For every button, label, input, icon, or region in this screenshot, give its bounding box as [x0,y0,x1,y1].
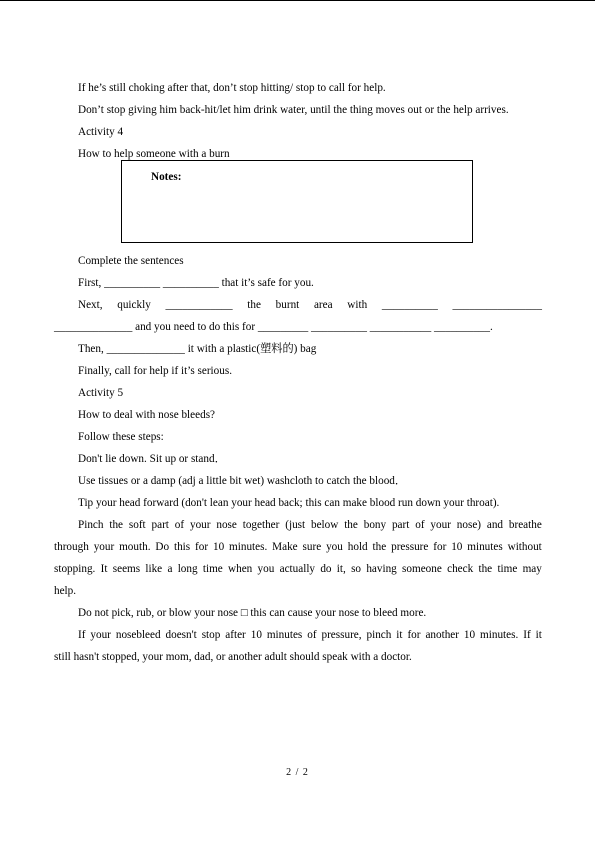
word: part [151,519,169,531]
word: If [523,629,531,641]
word: burnt [275,299,300,311]
text-line-choking: If he’s still choking after that, don’t stop hitting/ stop to call for help. [78,82,386,94]
word: mouth. [119,541,151,553]
word: having [366,563,397,575]
paragraph-pinch-line-1 [78,518,542,532]
word: minutes. [480,629,519,641]
word: If [78,629,86,641]
word: with [347,299,368,311]
paragraph-pinch-line-4: help. [54,585,77,597]
activity-4-heading: Activity 4 [78,126,124,138]
word: part [391,519,410,531]
word: the [478,563,493,575]
word: the [344,519,358,531]
word: for [407,629,421,641]
word: nosebleed [115,629,161,641]
word: minutes [266,629,303,641]
word: this [173,541,191,553]
paragraph-do-not-pick: Do not pick, rub, or blow your nose □ this can cause your nose to bleed more. [78,607,427,619]
word: so [351,563,362,575]
word: your [189,519,211,531]
word: quickly [117,299,151,311]
word: like [145,563,163,575]
word: of [307,629,317,641]
word: pressure [391,541,429,553]
word: check [447,563,474,575]
word: Make [272,541,298,553]
word: the [247,299,261,311]
word: after [225,629,246,641]
word: actually [279,563,316,575]
word: it, [336,563,346,575]
word: the [109,519,124,531]
step-sit-up: Don't lie down. Sit up or stand． [78,453,226,465]
word: may [522,563,542,575]
word: another [425,629,459,641]
word: 10 [463,629,476,641]
word: nose) [456,519,482,531]
nose-heading: How to deal with nose bleeds? [78,409,216,421]
word: soft [128,519,146,531]
word: doesn't [165,629,197,641]
word: together [242,519,280,531]
burn-heading: How to help someone with a burn [78,148,230,160]
word: it [535,629,542,641]
word: it [396,629,403,641]
text-line-back-hit: Don’t stop giving him back-hit/let him drink water, until the thing moves out or the help arrives. [78,104,509,116]
sentence-next-continued: ______________ and you need to do this for _________ __________ ___________ __________. [54,321,493,333]
sentence-finally: Finally, call for help if it’s serious. [78,365,233,377]
word: area [313,299,333,311]
word: Pinch [78,519,104,531]
notes-label: Notes: [151,171,182,183]
word: for [195,541,209,553]
sentence-then: Then, ______________ it with a plastic(塑料的) bag [78,343,317,355]
word: below [310,519,339,531]
word: 10 [250,629,262,641]
word: through [54,541,89,553]
word: It [100,563,108,575]
word: long [177,563,198,575]
word: time [497,563,518,575]
word: of [415,519,425,531]
sentence-next [78,298,542,312]
complete-sentences-heading: Complete the sentences [78,255,184,267]
paragraph-pinch-line-2 [54,540,542,554]
word: your [90,629,111,641]
word: pressure, [321,629,362,641]
word: hold [347,541,368,553]
word: do [320,563,332,575]
activity-5-heading: Activity 5 [78,387,124,399]
page-number: 2 / 2 [286,767,309,778]
word: someone [402,563,442,575]
word: the [372,541,387,553]
word: bony [363,519,387,531]
word: seems [112,563,141,575]
word: your [93,541,115,553]
word: pinch [366,629,392,641]
word: your [430,519,451,531]
word: ________________ [452,299,542,311]
notes-box [121,160,473,243]
top-border-rule [0,0,595,1]
word: of [174,519,185,531]
word: breathe [508,519,542,531]
word: sure [302,541,322,553]
word: __________ [381,299,438,311]
word: (just [285,519,306,531]
word: 10 [212,541,225,553]
word: stop [201,629,221,641]
word: for [433,541,447,553]
sentence-first: First, __________ __________ that it’s safe for you. [78,277,314,289]
word: when [228,563,253,575]
word: ____________ [165,299,233,311]
word: minutes. [229,541,268,553]
word: you [326,541,343,553]
word: Do [155,541,170,553]
word: time [202,563,223,575]
word: Next, [78,299,103,311]
step-tissues: Use tissues or a damp (adj a little bit wet) washcloth to catch the blood． [78,475,407,487]
word: minutes [467,541,503,553]
follow-steps: Follow these steps: [78,431,164,443]
word: nose [216,519,237,531]
step-tip-head: Tip your head forward (don't lean your head back; this can make blood run down your throat). [78,497,500,509]
paragraph-if-nosebleed-line-2: still hasn't stopped, your mom, dad, or another adult should speak with a doctor. [54,651,412,663]
word: a [167,563,173,575]
word: you [257,563,275,575]
word: without [507,541,542,553]
word: stopping. [54,563,96,575]
paragraph-if-nosebleed-line-1 [78,628,542,642]
paragraph-pinch-line-3 [54,562,542,576]
word: and [486,519,504,531]
word: 10 [451,541,463,553]
